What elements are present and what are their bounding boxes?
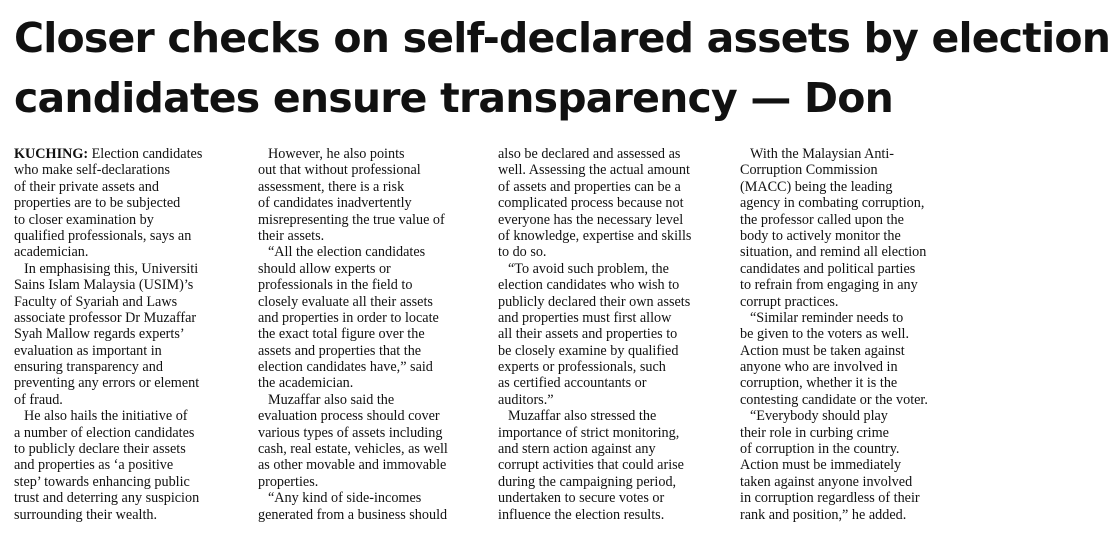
text-line: should allow experts or — [258, 260, 391, 277]
text-line: evaluation as important in — [14, 342, 162, 359]
text-line: during the campaigning period, — [498, 473, 677, 490]
text-line: and stern action against any — [498, 441, 656, 458]
text-line: of their private assets and — [14, 178, 159, 195]
text-line: agency in combating corruption, — [740, 195, 925, 212]
article-body — [14, 146, 974, 546]
text-line: corrupt activities that could arise — [498, 457, 684, 474]
text-line: and properties must first allow — [498, 309, 672, 326]
text-line: academician. — [14, 244, 89, 261]
text-line: also be declared and assessed as — [498, 146, 681, 162]
text-line: publicly declared their own assets — [498, 293, 691, 310]
text-line: to publicly declare their assets — [14, 441, 186, 458]
dateline: KUCHING: — [14, 146, 89, 162]
text-line: closely evaluate all their assets — [258, 293, 433, 310]
headline — [14, 8, 1110, 128]
text-line: and properties in order to locate — [258, 309, 439, 326]
text-line: election candidates have,” said — [258, 359, 433, 376]
text-line: auditors.” — [498, 391, 554, 408]
text-line: corrupt practices. — [740, 293, 839, 310]
text-line: of candidates inadvertently — [258, 195, 412, 212]
text-line: Muzaffar also stressed the — [508, 408, 657, 425]
text-line: ensuring transparency and — [14, 359, 163, 376]
text-line: However, he also points — [268, 146, 405, 162]
text-line: Faculty of Syariah and Laws — [14, 293, 178, 310]
text-line: everyone has the necessary level — [498, 211, 684, 228]
text-line: qualified professionals, says an — [14, 227, 192, 244]
text-line: situation, and remind all election — [740, 244, 927, 261]
text-line: taken against anyone involved — [740, 473, 913, 490]
text-line: undertaken to secure votes or — [498, 490, 665, 507]
text-line: influence the election results. — [498, 506, 665, 523]
text-line: Action must be taken against — [740, 342, 905, 359]
text-line: as certified accountants or — [498, 375, 647, 392]
text-line: the exact total figure over the — [258, 326, 425, 343]
text-line: the professor called upon the — [740, 211, 904, 228]
text-line: candidates and political parties — [740, 260, 916, 277]
text-line — [14, 146, 246, 162]
text-line: of corruption in the country. — [740, 441, 900, 458]
text-line: contesting candidate or the voter. — [740, 391, 928, 408]
text-line: experts or professionals, such — [498, 359, 666, 376]
text-line: body to actively monitor the — [740, 227, 901, 244]
text-line: be given to the voters as well. — [740, 326, 910, 343]
text-line: trust and deterring any suspicion — [14, 490, 200, 507]
text-line: “All the election candidates — [268, 244, 426, 261]
text-line: generated from a business should — [258, 506, 448, 523]
text-line: “Similar reminder needs to — [750, 309, 904, 326]
text-line: surrounding their wealth. — [14, 506, 158, 523]
text-line: “Everybody should play — [750, 408, 888, 425]
text-line: their role in curbing crime — [740, 424, 889, 441]
text-line: well. Assessing the actual amount — [498, 162, 690, 179]
text-line: various types of assets including — [258, 424, 443, 441]
text-line: who make self-declarations — [14, 162, 171, 179]
text-line: Sains Islam Malaysia (USIM)’s — [14, 277, 194, 294]
text-line: and properties as ‘a positive — [14, 457, 174, 474]
text-line: out that without professional — [258, 162, 421, 179]
text-line: preventing any errors or element — [14, 375, 200, 392]
article-column-3 — [498, 146, 730, 523]
text-line: complicated process because not — [498, 195, 684, 212]
article-column-2 — [258, 146, 490, 523]
article-column-1 — [14, 146, 246, 523]
text-line: properties. — [258, 473, 319, 490]
text-line: their assets. — [258, 227, 325, 244]
article-column-4 — [740, 146, 972, 523]
text-line: of assets and properties can be a — [498, 178, 681, 195]
text-line: properties are to be subjected — [14, 195, 181, 212]
text-line: rank and position,” he added. — [740, 506, 907, 523]
text-line: “Any kind of side-incomes — [268, 490, 422, 507]
text-line: a number of election candidates — [14, 424, 195, 441]
text-line: (MACC) being the leading — [740, 178, 893, 195]
text-line: evaluation process should cover — [258, 408, 440, 425]
text-line: election candidates who wish to — [498, 277, 680, 294]
text-line: assessment, there is a risk — [258, 178, 405, 195]
text-line: “To avoid such problem, the — [508, 260, 669, 277]
text-line: In emphasising this, Universiti — [24, 260, 199, 277]
text-line: Syah Mallow regards experts’ — [14, 326, 185, 343]
text-line: Muzaffar also said the — [268, 391, 395, 408]
text-line: associate professor Dr Muzaffar — [14, 309, 197, 326]
text-line: to do so. — [498, 244, 547, 261]
text-line: to refrain from engaging in any — [740, 277, 918, 294]
text-line: anyone who are involved in — [740, 359, 898, 376]
headline-line-2: candidates ensure transparency — Don — [14, 74, 894, 122]
text-line: misrepresenting the true value of — [258, 211, 445, 228]
line-text: Election candidates — [88, 146, 203, 162]
text-line: corruption, whether it is the — [740, 375, 898, 392]
text-line: importance of strict monitoring, — [498, 424, 680, 441]
text-line: be closely examine by qualified — [498, 342, 679, 359]
text-line: of knowledge, expertise and skills — [498, 227, 692, 244]
text-line: assets and properties that the — [258, 342, 422, 359]
text-line: as other movable and immovable — [258, 457, 447, 474]
text-line: all their assets and properties to — [498, 326, 678, 343]
text-line: He also hails the initiative of — [24, 408, 188, 425]
headline-line-1: Closer checks on self-declared assets by election — [14, 14, 1110, 62]
text-line: of fraud. — [14, 391, 63, 408]
text-line: With the Malaysian Anti- — [750, 146, 895, 162]
text-line: in corruption regardless of their — [740, 490, 920, 507]
text-line: Corruption Commission — [740, 162, 878, 179]
text-line: the academician. — [258, 375, 354, 392]
text-line: professionals in the field to — [258, 277, 413, 294]
text-line: to closer examination by — [14, 211, 154, 228]
text-line: step’ towards enhancing public — [14, 473, 190, 490]
text-line: Action must be immediately — [740, 457, 902, 474]
text-line: cash, real estate, vehicles, as well — [258, 441, 448, 458]
